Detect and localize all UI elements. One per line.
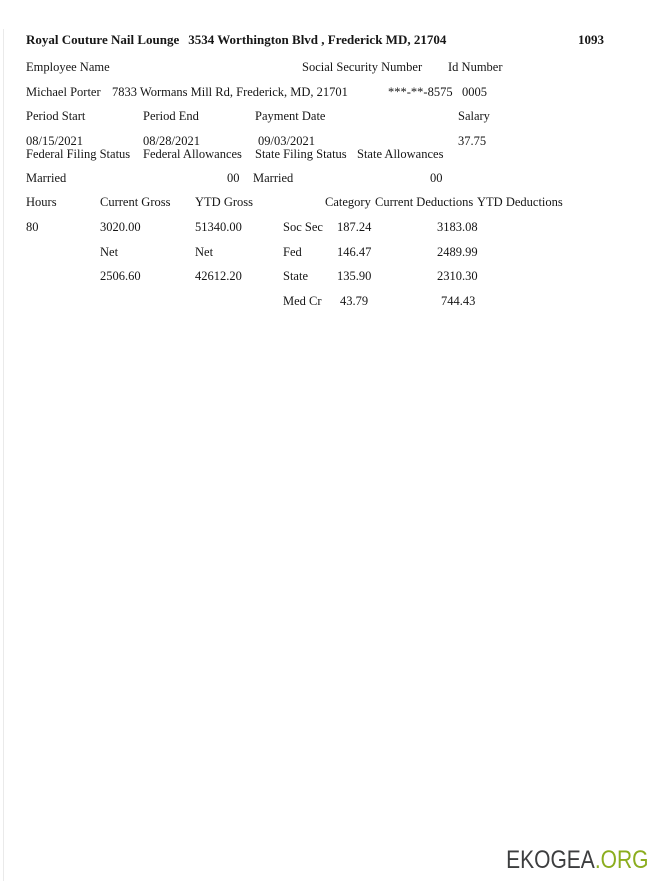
label-current-deductions: Current Deductions bbox=[375, 195, 474, 209]
label-current-gross: Current Gross bbox=[100, 195, 171, 209]
label-period-end: Period End bbox=[143, 109, 199, 123]
employee-address: 7833 Wormans Mill Rd, Frederick, MD, 21701 bbox=[112, 85, 348, 99]
payment-date: 09/03/2021 bbox=[258, 134, 315, 148]
employee-name: Michael Porter bbox=[26, 85, 101, 99]
label-federal-allowances: Federal Allowances bbox=[143, 147, 242, 161]
label-id-number: Id Number bbox=[448, 60, 503, 74]
label-ytd-deductions: YTD Deductions bbox=[477, 195, 563, 209]
label-period-start: Period Start bbox=[26, 109, 86, 123]
deduction-ytd: 3183.08 bbox=[437, 220, 478, 234]
hours-value: 80 bbox=[26, 220, 39, 234]
net-label-current: Net bbox=[100, 245, 119, 259]
company-name: Royal Couture Nail Lounge bbox=[26, 32, 180, 47]
employee-id: 0005 bbox=[462, 85, 487, 99]
employee-ssn: ***-**-8575 bbox=[388, 85, 453, 99]
check-number: 1093 bbox=[578, 32, 604, 47]
page-edge-line bbox=[3, 29, 4, 881]
company-header bbox=[26, 33, 446, 46]
net-ytd-value: 42612.20 bbox=[195, 269, 242, 283]
label-category: Category bbox=[325, 195, 371, 209]
label-employee-name: Employee Name bbox=[26, 60, 110, 74]
deduction-ytd: 2489.99 bbox=[437, 245, 478, 259]
deduction-current: 187.24 bbox=[337, 220, 372, 234]
deduction-category: State bbox=[283, 269, 308, 283]
ytd-gross-value: 51340.00 bbox=[195, 220, 242, 234]
current-gross-value: 3020.00 bbox=[100, 220, 141, 234]
period-start-date: 08/15/2021 bbox=[26, 134, 83, 148]
label-salary: Salary bbox=[458, 109, 490, 123]
deduction-category: Med Cr bbox=[283, 294, 322, 308]
deduction-category: Fed bbox=[283, 245, 302, 259]
deduction-current: 146.47 bbox=[337, 245, 372, 259]
federal-allowances: 00 bbox=[227, 171, 240, 185]
label-payment-date: Payment Date bbox=[255, 109, 326, 123]
label-ytd-gross: YTD Gross bbox=[195, 195, 253, 209]
label-state-allowances: State Allowances bbox=[357, 147, 444, 161]
deduction-ytd: 2310.30 bbox=[437, 269, 478, 283]
net-label-ytd: Net bbox=[195, 245, 214, 259]
deduction-current: 135.90 bbox=[337, 269, 372, 283]
net-current-value: 2506.60 bbox=[100, 269, 141, 283]
deduction-ytd: 744.43 bbox=[441, 294, 476, 308]
logo-text-primary: EKOGEA bbox=[505, 846, 595, 874]
label-hours: Hours bbox=[26, 195, 57, 209]
federal-filing-status: Married bbox=[26, 171, 67, 185]
salary-value: 37.75 bbox=[458, 134, 487, 148]
company-address: 3534 Worthington Blvd , Frederick MD, 21704 bbox=[188, 32, 447, 47]
label-state-filing-status: State Filing Status bbox=[255, 147, 347, 161]
label-federal-filing-status: Federal Filing Status bbox=[26, 147, 131, 161]
state-allowances: 00 bbox=[430, 171, 443, 185]
deduction-current: 43.79 bbox=[340, 294, 369, 308]
ekogea-logo bbox=[506, 848, 648, 873]
logo-text-suffix: .ORG bbox=[594, 846, 648, 874]
label-ssn: Social Security Number bbox=[302, 60, 423, 74]
state-filing-status: Married bbox=[253, 171, 294, 185]
deduction-category: Soc Sec bbox=[283, 220, 323, 234]
period-end-date: 08/28/2021 bbox=[143, 134, 200, 148]
